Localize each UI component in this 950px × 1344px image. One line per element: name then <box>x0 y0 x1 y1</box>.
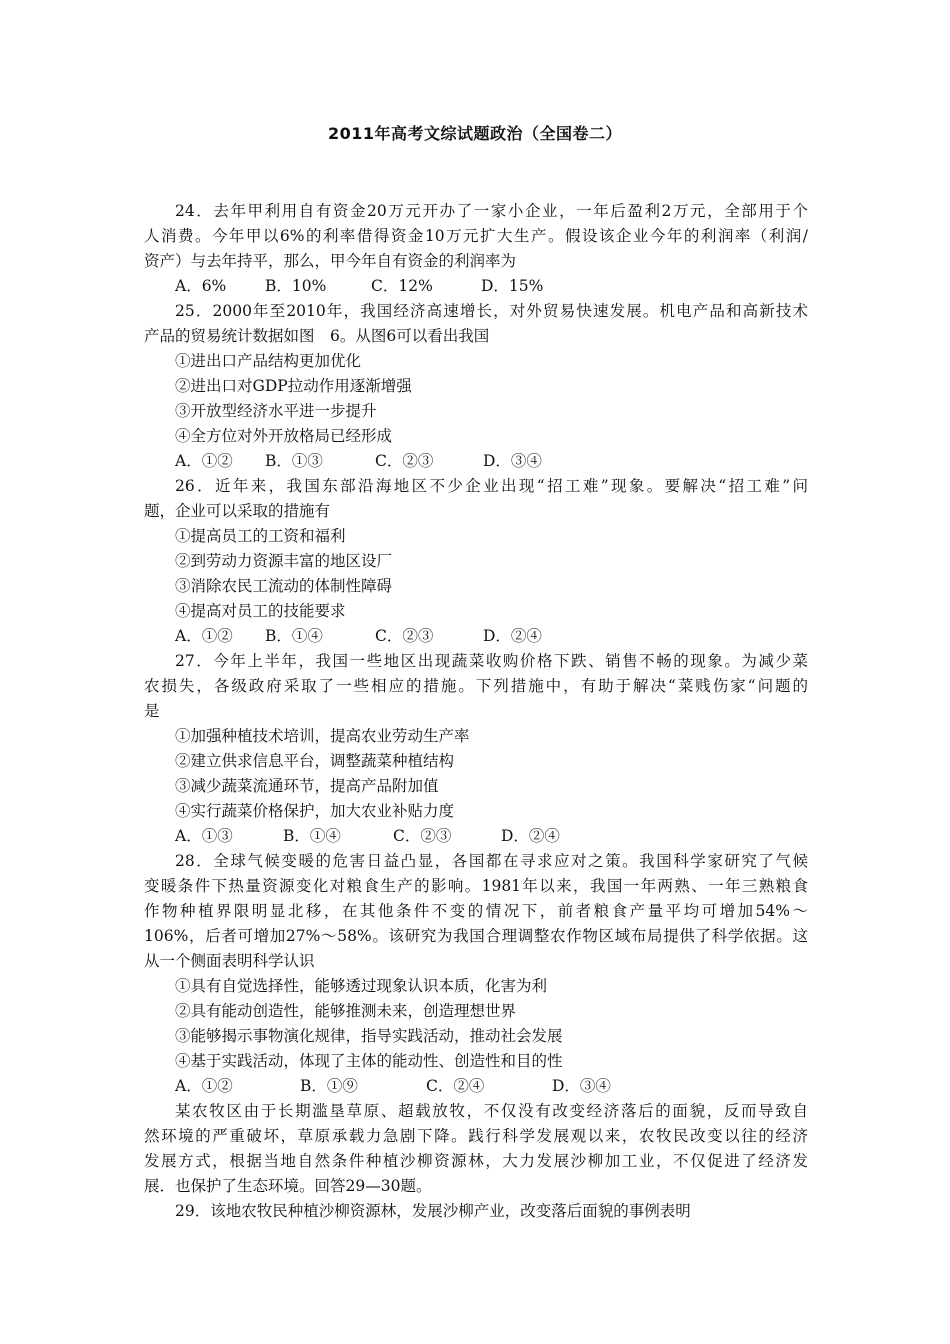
option-b: B．①④ <box>265 627 323 645</box>
statement-item: ①提高员工的工资和福利 <box>175 527 346 545</box>
statement-item: ②具有能动创造性，能够推测未来，创造理想世界 <box>175 1002 517 1020</box>
statement-item: ②到劳动力资源丰富的地区设厂 <box>175 552 393 570</box>
question-29: 29．该地农牧民种植沙柳资源林，发展沙柳产业，改变落后面貌的事例表明 <box>175 1202 691 1220</box>
question-line: 作物种植界限明显北移，在其他条件不变的情况下，前者粮食产量平均可增加54%～ <box>144 902 808 920</box>
answer-options <box>144 624 808 649</box>
statement-item: ②建立供求信息平台，调整蔬菜种植结构 <box>175 752 455 770</box>
option-c: C．②③ <box>393 827 452 845</box>
option-d: D．15% <box>481 277 544 295</box>
option-a: A．①② <box>175 1077 233 1095</box>
answer-options <box>144 449 808 474</box>
question-28 <box>144 849 808 1099</box>
statement-item: ③消除农民工流动的体制性障碍 <box>175 577 393 595</box>
answer-options <box>144 1074 808 1099</box>
question-line: 人消费。今年甲以6%的利率借得资金10万元扩大生产。假设该企业今年的利润率（利润/ <box>144 227 808 245</box>
option-a: A．①② <box>175 452 233 470</box>
reading-passage <box>144 1099 808 1199</box>
passage-line: 展．也保护了生态环境。回答29—30题。 <box>144 1177 432 1195</box>
question-line: 28．全球气候变暖的危害日益凸显，各国都在寻求应对之策。我国科学家研究了气候 <box>175 852 808 870</box>
option-b: B．①④ <box>283 827 341 845</box>
option-d: D．③④ <box>483 452 542 470</box>
statement-item: ①加强种植技术培训，提高农业劳动生产率 <box>175 727 470 745</box>
option-c: C．②④ <box>426 1077 485 1095</box>
statement-item: ①具有自觉选择性，能够透过现象认识本质，化害为利 <box>175 977 548 995</box>
option-b: B．①⑨ <box>300 1077 358 1095</box>
statement-item: ③减少蔬菜流通环节，提高产品附加值 <box>175 777 439 795</box>
answer-options <box>144 274 808 299</box>
statement-item: ④提高对员工的技能要求 <box>175 602 346 620</box>
passage-line: 某农牧区由于长期滥垦草原、超载放牧，不仅没有改变经济落后的面貌，反而导致自 <box>175 1102 808 1120</box>
option-c: C．12% <box>371 277 433 295</box>
question-line: 产品的贸易统计数据如图 6。从图6可以看出我国 <box>144 327 490 345</box>
statement-item: ④全方位对外开放格局已经形成 <box>175 427 393 445</box>
option-a: A．①③ <box>175 827 233 845</box>
option-d: D．③④ <box>552 1077 611 1095</box>
statement-item: ①进出口产品结构更加优化 <box>175 352 362 370</box>
statement-item: ③能够揭示事物演化规律，指导实践活动，推动社会发展 <box>175 1027 563 1045</box>
option-a: A．6% <box>175 277 227 295</box>
question-line: 是 <box>144 702 160 720</box>
document-body <box>144 199 808 1224</box>
question-line: 27．今年上半年，我国一些地区出现蔬菜收购价格下跌、销售不畅的现象。为减少菜 <box>175 652 808 670</box>
question-line: 24．去年甲利用自有资金20万元开办了一家小企业，一年后盈利2万元，全部用于个 <box>175 202 808 220</box>
question-25 <box>144 299 808 474</box>
question-line: 题，企业可以采取的措施有 <box>144 502 331 520</box>
option-b: B．①③ <box>265 452 323 470</box>
passage-line: 发展方式，根据当地自然条件种植沙柳资源林，大力发展沙柳加工业，不仅促进了经济发 <box>144 1152 808 1170</box>
statement-item: ④实行蔬菜价格保护，加大农业补贴力度 <box>175 802 455 820</box>
option-c: C．②③ <box>375 627 434 645</box>
statement-item: ④基于实践活动，体现了主体的能动性、创造性和目的性 <box>175 1052 563 1070</box>
option-b: B．10% <box>265 277 327 295</box>
question-line: 资产）与去年持平，那么，甲今年自有资金的利润率为 <box>144 252 517 270</box>
answer-options <box>144 824 808 849</box>
question-line: 从一个侧面表明科学认识 <box>144 952 315 970</box>
option-a: A．①② <box>175 627 233 645</box>
option-d: D．②④ <box>483 627 542 645</box>
question-line: 25．2000年至2010年，我国经济高速增长，对外贸易快速发展。机电产品和高新技术 <box>175 302 808 320</box>
passage-line: 然环境的严重破坏，草原承载力急剧下降。践行科学发展观以来，农牧民改变以往的经济 <box>144 1127 808 1145</box>
question-line: 26．近年来，我国东部沿海地区不少企业出现“招工难”现象。要解决“招工难”问 <box>175 477 808 495</box>
option-d: D．②④ <box>501 827 560 845</box>
question-27 <box>144 649 808 849</box>
question-26 <box>144 474 808 649</box>
option-c: C．②③ <box>375 452 434 470</box>
question-line: 变暖条件下热量资源变化对粮食生产的影响。1981年以来，我国一年两熟、一年三熟粮食 <box>144 877 808 895</box>
question-line: 农损失，各级政府采取了一些相应的措施。下列措施中，有助于解决“菜贱伤家“问题的 <box>144 677 808 695</box>
statement-item: ③开放型经济水平进一步提升 <box>175 402 377 420</box>
question-line: 106%，后者可增加27%～58%。该研究为我国合理调整农作物区域布局提供了科学依据。这 <box>144 927 808 945</box>
statement-item: ②进出口对GDP拉动作用逐渐增强 <box>175 377 412 395</box>
question-24 <box>144 199 808 299</box>
page-title: 2011年高考文综试题政治（全国卷二） <box>327 124 623 143</box>
